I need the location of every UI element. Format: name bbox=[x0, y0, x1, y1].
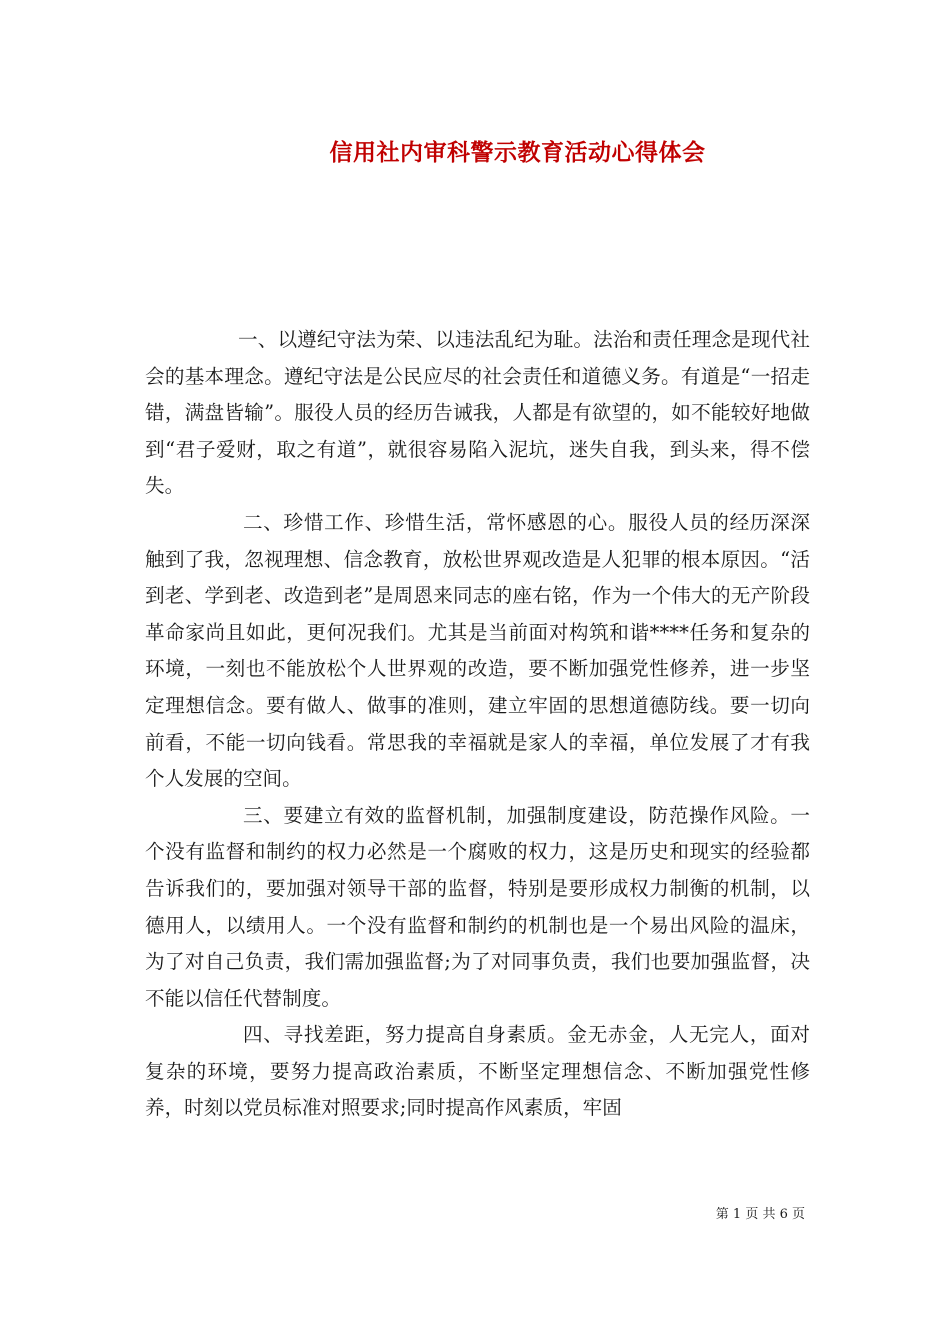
document-body bbox=[145, 322, 810, 1127]
paragraph-2: 二、珍惜工作、珍惜生活，常怀感恩的心。服役人员的经历深深触到了我，忽视理想、信念教育，放松世界观改造是人犯罪的根本原因。“活到老、学到老、改造到老”是周恩来同志的座右铭，作为一个伟大的无产阶段革命家尚且如此，更何况我们。尤其是当前面对构筑和谐****任务和复杂的环境，一刻也不能放松个人世界观的改造，要不断加强党性修养，进一步坚定理想信念。要有做人、做事的准则，建立牢固的思想道德防线。要一切向前看，不能一切向钱看。常思我的幸福就是家人的幸福，单位发展了才有我个人发展的空间。 bbox=[145, 510, 810, 791]
paragraph-3: 三、要建立有效的监督机制，加强制度建设，防范操作风险。一个没有监督和制约的权力必然是一个腐败的权力，这是历史和现实的经验都告诉我们的，要加强对领导干部的监督，特别是要形成权力制衡的机制，以德用人，以绩用人。一个没有监督和制约的机制也是一个易出风险的温床，为了对自己负责，我们需加强监督;为了对同事负责，我们也要加强监督，决不能以信任代替制度。 bbox=[145, 803, 810, 1010]
page-number-footer: 第 1 页 共 6 页 bbox=[715, 1207, 805, 1222]
paragraph-1: 一、以遵纪守法为荣、以违法乱纪为耻。法治和责任理念是现代社会的基本理念。遵纪守法是公民应尽的社会责任和道德义务。有道是“一招走错，满盘皆输”。服役人员的经历告诫我，人都是有欲望的，如不能较好地做到“君子爱财，取之有道”，就很容易陷入泥坑，迷失自我，到头来，得不偿失。 bbox=[145, 328, 810, 498]
paragraph-4: 四、寻找差距，努力提高自身素质。金无赤金，人无完人，面对复杂的环境，要努力提高政治素质，不断坚定理想信念、不断加强党性修养，时刻以党员标准对照要求;同时提高作风素质，牢固 bbox=[145, 1023, 810, 1120]
page-title: 信用社内审科警示教育活动心得体会 bbox=[329, 139, 706, 166]
